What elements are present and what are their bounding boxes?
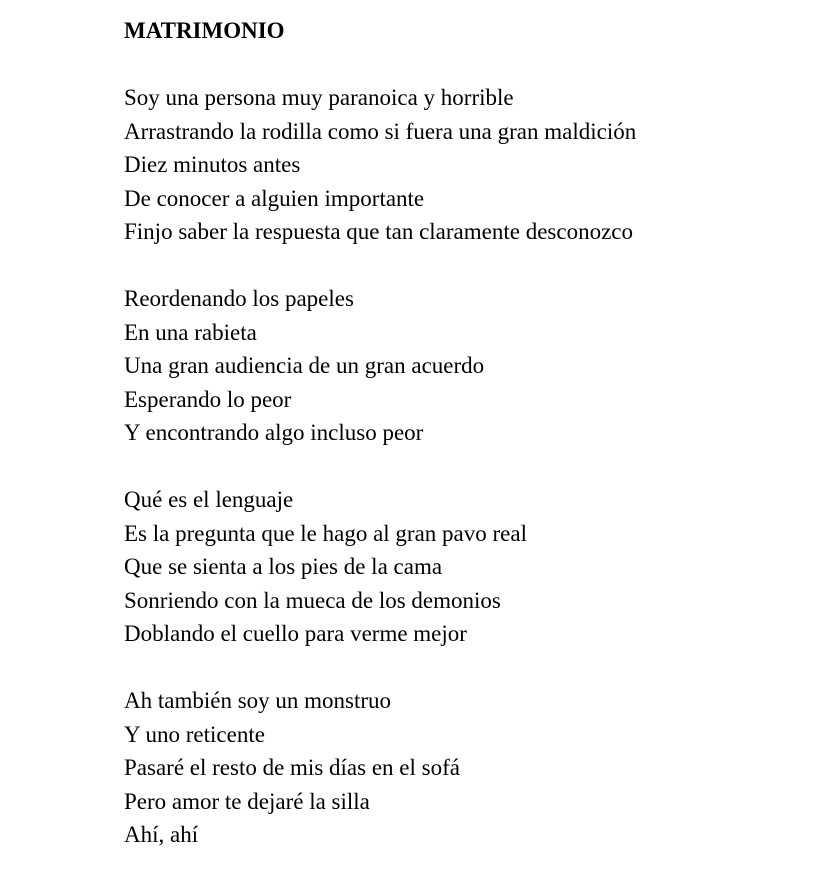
poem-line: Doblando el cuello para verme mejor [124, 621, 467, 647]
poem-line: Pero amor te dejaré la silla [124, 788, 370, 814]
poem-line: Reordenando los papeles [124, 285, 354, 311]
poem-line: Esperando lo peor [124, 386, 292, 412]
poem-line: Y uno reticente [124, 721, 265, 747]
poem-line: Sonriendo con la mueca de los demonios [124, 587, 501, 613]
stanza-4 [124, 684, 814, 852]
poem-line: Ah también soy un monstruo [124, 687, 392, 713]
poem-line: Finjo saber la respuesta que tan claramente desconozco [124, 219, 633, 245]
poem-line: Una gran audiencia de un gran acuerdo [124, 353, 485, 379]
stanza-2 [124, 282, 814, 450]
poem-line: Diez minutos antes [124, 152, 301, 178]
poem-line: Y encontrando algo incluso peor [124, 420, 424, 446]
poem-line: Qué es el lenguaje [124, 486, 294, 512]
poem-line: Arrastrando la rodilla como si fuera una gran maldición [124, 118, 637, 144]
stanza-3 [124, 483, 814, 651]
poem-line: Pasaré el resto de mis días en el sofá [124, 755, 460, 781]
poem-title: MATRIMONIO [124, 18, 285, 43]
stanza-1 [124, 81, 814, 249]
poem-line: Es la pregunta que le hago al gran pavo real [124, 520, 527, 546]
poem-line: Que se sienta a los pies de la cama [124, 554, 443, 580]
poem-line: En una rabieta [124, 319, 257, 345]
poem-line: Ahí, ahí [124, 822, 199, 848]
poem [124, 14, 814, 885]
poem-line: De conocer a alguien importante [124, 185, 425, 211]
poem-line: Soy una persona muy paranoica y horrible [124, 85, 514, 110]
